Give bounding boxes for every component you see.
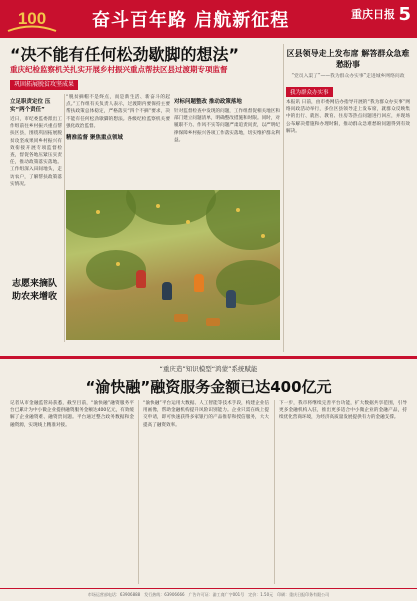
fruit-dot	[156, 204, 160, 208]
masthead-banner	[0, 0, 417, 38]
photo-caption: 志愿来摘队 助农来增收	[12, 279, 58, 302]
bottom-story-headline: “渝快融”融资服务金额已达400亿元	[85, 378, 332, 396]
page-number: 5	[398, 4, 411, 25]
fruit-basket	[174, 314, 188, 322]
article-text: 记者从市金融监管局获悉，截至目前，“渝快融”融资服务平台已累计为中小微企业提供融资服务金额达400亿元，有效缓解了企业融资难、融资贵问题。平台通过整合政务数据和金融资源，实现线上精准对接。	[10, 401, 134, 428]
article-text: 近日，市纪委监委派出工作组前往乡村振兴重点帮扶区县，围绕巩固拓展脱贫攻坚成果同乡村振兴有效衔接开展专项监督检查，督促各地压紧压实责任，推动政策落实落地。工作组深入田间地头，走访农户，了解帮扶政策落实情况。	[10, 117, 62, 187]
column-divider	[274, 400, 275, 584]
fruit-basket	[206, 318, 220, 326]
centenary-logo-icon	[6, 4, 58, 34]
article-text: “渝快融”平台运用大数据、人工智能等技术手段，构建企业信用画像，帮助金融机构提升风险识别能力。企业只需在线上提交申请，即可快速获得多家银行的产品推荐和授信服务，大大提高了融资效率。	[143, 401, 269, 428]
sidebar-story-subtitle: “党员入渠了”——我为群众办实事”走进城乡网络问政	[291, 74, 405, 79]
tree-shape	[126, 190, 216, 225]
volunteer-figure	[226, 290, 236, 308]
fruit-dot	[261, 234, 265, 238]
bottom-story-column-3	[279, 400, 407, 584]
section-divider	[0, 356, 417, 359]
column-divider	[64, 94, 65, 342]
top-story-subheadline: 重庆纪检监察机关扎实开展乡村振兴重点帮扶区县过渡期专项监督	[10, 65, 228, 74]
article-text: 针对监督检查中发现的问题，工作组督促相关地区和部门建立问题清单，明确整改措施和时限。同时，对履职不力、作风不实等问题严肃追责问责，以严明纪律保障乡村振兴各项工作落实落地，切实维护群众利益。	[174, 109, 280, 143]
top-story-tag: 巩固拓展脱贫攻坚成果	[10, 80, 78, 90]
top-story-column-3	[174, 94, 280, 186]
volunteer-figure	[136, 270, 146, 288]
paper-name: 重庆日报	[351, 8, 395, 21]
centenary-number: 100	[17, 9, 47, 28]
column-divider	[138, 400, 139, 584]
fruit-dot	[116, 262, 120, 266]
top-story-column-1	[10, 94, 62, 270]
sidebar-story	[286, 48, 410, 339]
column-divider	[283, 44, 284, 352]
top-story-headline: “决不能有任何松劲歇脚的想法”	[10, 45, 240, 64]
article-text: 下一步，我市将继续完善平台功能，扩大数据共享范围，引导更多金融机构入驻，推出更多适合中小微企业的金融产品，持续优化营商环境，为经济高质量发展提供有力的金融支撑。	[279, 401, 407, 421]
fruit-dot	[96, 210, 100, 214]
bottom-story-kicker: “重庆造”知识模型“鸿蒙”系统赋能	[159, 365, 258, 373]
bottom-story-column-1	[10, 400, 134, 584]
bottom-story-column-2	[143, 400, 269, 584]
sidebar-story-body: 本报讯 日前，由市委网信办指导开展的“我为群众办实事”网络问政活动举行，多位区县领导走上发布席，就群众反映集中的出行、就医、教育、住房等热点问题进行回应，并现场公布解决措施和办理时限，推动群众急难愁盼问题得到有效解决。	[286, 100, 410, 134]
volunteer-figure	[194, 274, 204, 292]
sidebar-story-tag: 我为群众办实事	[286, 87, 333, 97]
section-head: 立足职责定位 压实“两个责任”	[10, 99, 51, 113]
fruit-dot	[236, 208, 240, 212]
top-story-column-2	[66, 94, 170, 186]
volunteer-figure	[162, 282, 172, 300]
section-head: 对标问题整改 推动政策落地	[174, 99, 242, 105]
banner-slogan: 奋斗百年路 启航新征程	[92, 10, 290, 31]
article-text: “脱贫摘帽不是终点，而是新生活、新奋斗的起点。”工作组有关负责人表示，过渡期内要保持主要帮扶政策总体稳定，严格落实“四个不摘”要求，决不能有任何松劲歇脚的想法。各级纪检监察机关要强化政治监督。	[66, 95, 170, 129]
tree-shape	[206, 190, 280, 250]
fruit-dot	[186, 220, 190, 224]
orchard-photo	[66, 190, 280, 340]
sidebar-story-title: 区县领导走上发布席 解答群众急难愁盼事	[286, 49, 410, 69]
section-head: 精准监督 聚焦重点领域	[66, 135, 123, 142]
page-footer: 市场运营部电话：63906888 发行热线：63906666 广告许可证：渝工商广字001号 定价：1.50元 印刷：重庆日报印务有限公司	[0, 588, 417, 601]
